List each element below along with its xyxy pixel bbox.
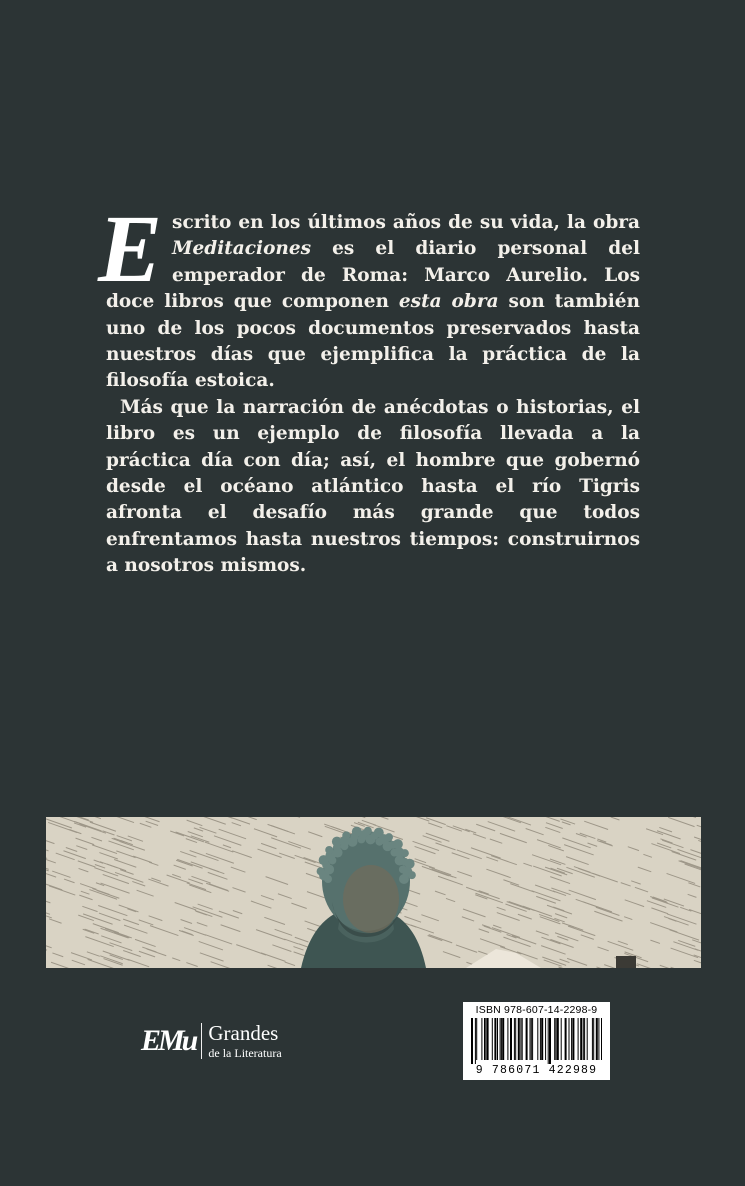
back-cover-blurb — [98, 195, 640, 580]
blurb-run: es el diario personal del emperador de Roma: Marco Aurelio. Los doce libros que componen — [106, 238, 640, 313]
blurb-run: Meditaciones — [172, 238, 312, 260]
blurb-paragraph-1 — [98, 195, 640, 395]
statue-photo — [46, 817, 701, 968]
marcus-aurelius-statue-image — [46, 817, 701, 968]
collection-line-2: de la Literatura — [208, 1046, 282, 1060]
blurb-paragraph-2: Más que la narración de anécdotas o historias, el libro es un ejemplo de filosofía llevada a la práctica día con día; así, el hombre que gobernó desde el océano atlántico hasta el río Tigris afronta el desafío más grande que todos enfrentamos hasta nuestros tiempos: construirnos a nosotros mismos. — [106, 396, 640, 577]
collection-name — [208, 1023, 281, 1059]
collection-line-1: Grandes — [208, 1021, 279, 1045]
blurb-paragraph-1-text — [106, 212, 640, 391]
isbn-label: ISBN 978-607-14-2298-9 — [475, 1004, 598, 1016]
publisher-logo — [141, 1021, 282, 1061]
barcode-bars — [471, 1018, 602, 1064]
logo-divider — [201, 1023, 202, 1059]
blurb-run: esta obra — [398, 291, 499, 313]
isbn-digits: 9 786071 422989 — [475, 1064, 598, 1077]
blurb-run: son también uno de los pocos documentos preservados hasta nuestros días que ejemplifica la práctica de la filosofía estoica. — [106, 291, 640, 392]
emu-logo-mark: EMu — [141, 1024, 196, 1057]
isbn-barcode — [463, 1002, 610, 1080]
drop-cap: E — [98, 195, 163, 302]
blurb-run: scrito en los últimos años de su vida, la obra — [172, 212, 640, 233]
